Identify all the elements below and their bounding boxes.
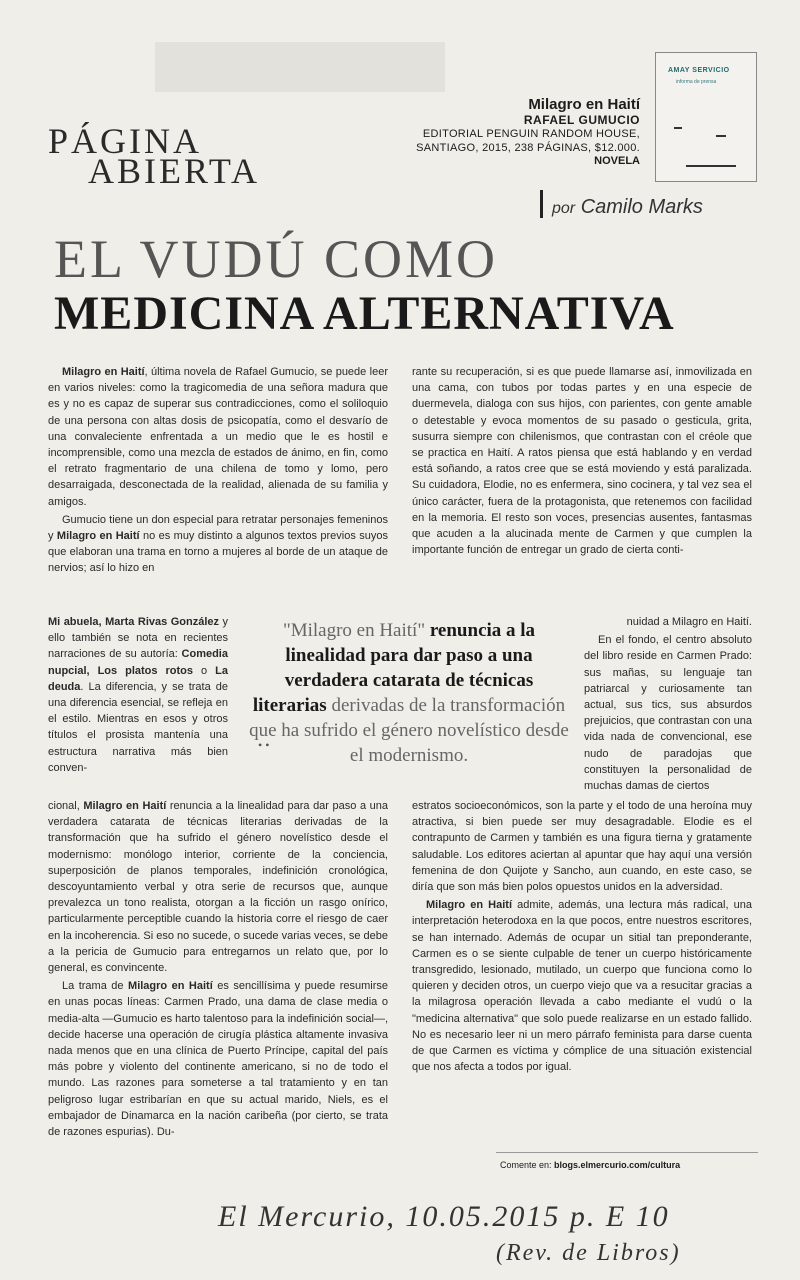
- handwritten-note: (Rev. de Libros): [496, 1240, 681, 1266]
- redacted-area: [155, 42, 445, 92]
- book-title-inline: Milagro en Haití: [426, 899, 513, 912]
- body-text: . La diferencia, y se trata de una diferencia esencial, se refleja en el estilo. Mientras en esos y otros títulos el prosista mantenía una estructura narrativa más bien conven-: [48, 680, 228, 774]
- footer-rule: [496, 1152, 758, 1153]
- body-text: es sencillísima y puede resumirse en unas pocas líneas: Carmen Prado, una dama de clase media o media-alta —Gumucio es harto talentoso para la indefinición social—, decide hacerse una operación de cirugía plástica altamente invasiva nada menos que en una clínica de Puerto Príncipe, capital del país más pobre y violento del continente americano, si no de todo el mundo. Las razones para someterse a tal tratamiento y en tan peligroso lugar estribarían en que su actual marido, Niels, es el embajador de Dinamarca en la nación caribeña (por cierto, se trata de razones espurias). Du-: [48, 980, 389, 1139]
- body-text: no es muy distinto a algunos textos previos suyos que elaboran una trama en torno a mujeres al borde de un ataque de nervios; así lo hizo en: [48, 530, 388, 575]
- headline-line1: EL VUDÚ COMO: [54, 229, 499, 289]
- section-title: [48, 121, 260, 191]
- body-text: y ello también se nota en recientes narraciones de su autoría:: [48, 616, 228, 661]
- article-column-1-bottom: [48, 798, 388, 1140]
- body-text: rante su recuperación, si es que puede llamarse así, inmovilizada en una cama, con tubos por todas partes y en una especie de duermevela, dialoga con sus hijos, con parientes, con gente amable o detestable y evoca momentos de su pasado o gesticula, grita, susurra siempre con chilenismos, que contrastan con el créole que se practica en Haití. A ratos piensa que está hablando y en verdad está soñando, a ratos cree que se está moviendo y está paralizada. Su cuidadora, Elodie, no es enfermera, sino cocinera, y tal vez sea el único carácter, fuera de la protagonista, que retenemos con facilidad en la memoria. El resto son voces, presencias ausentes, fantasmas que acuden a la alucinada mente de Carmen y que cumplen la importante función de entregar un grado de cierta conti-: [412, 366, 752, 557]
- body-text: La trama de: [62, 980, 129, 993]
- body-text: , última novela de Rafael Gumucio, se puede leer en varios niveles: como la tragicomedia de una señora madura que es y no es capaz de superar sus contradicciones, como el soliloquio de una persona con altas dosis de psicopatía, como el desvarío de una convaleciente enfrentada a un medio que le es hostil e incomprensible, como una mezcla de estados de ánimo, en fin, como el retrato fragmentario de una chilena de tomo y lomo, pero desarraigada, desconectada de la realidad, alienada de su familia y amigos.: [48, 366, 388, 508]
- comment-link[interactable]: blogs.elmercurio.com/cultura: [554, 1160, 681, 1170]
- comment-note: [500, 1160, 680, 1170]
- stamp-subtext: informa de prensa: [676, 79, 717, 85]
- handwritten-citation: El Mercurio, 10.05.2015 p. E 10: [218, 1200, 670, 1233]
- byline-author: Camilo Marks: [580, 196, 703, 218]
- article-column-2-top: [412, 364, 752, 558]
- byline-divider: [540, 190, 543, 218]
- body-text: Gumucio tiene un don especial para retratar personajes femeninos y: [48, 513, 388, 543]
- book-title-inline: La deuda: [48, 664, 228, 693]
- stamp-mark: [716, 135, 726, 137]
- body-text: cional,: [48, 800, 84, 812]
- comment-label: Comente en:: [500, 1160, 552, 1170]
- pull-quote-rest: derivadas de la transformación que ha sufrido el género novelístico desde el modernismo.: [249, 695, 569, 766]
- stamp-mark: [674, 127, 682, 129]
- byline-prefix: por: [552, 200, 576, 217]
- body-text: renuncia a la linealidad para dar paso a una verdadera catarata de técnicas literarias derivadas de la transformación que ha sufrido el género novelístico desde el modernismo: monólogo interior, corriente de la conciencia, superposición de planos temporales, indefinición cronológica, descoyuntamiento verbal y otra serie de recursos que, aunque prevalezca un tono realista, otorgan a la ficción un rasgo onírico, particularmente perceptible cuando la historia corre el riesgo de caer en la incoherencia. Si eso no sucede, o sucede varias veces, se debe a la pericia de Gumucio para entregarnos un relato que, por lo general, es convincente.: [48, 800, 388, 975]
- book-details: SANTIAGO, 2015, 238 PÁGINAS, $12.000.: [416, 142, 640, 154]
- archive-stamp: [655, 52, 757, 182]
- body-text: nuidad a Milagro en Haití.: [626, 616, 752, 628]
- book-genre: NOVELA: [594, 155, 640, 167]
- book-title: Milagro en Haití: [528, 96, 640, 113]
- article-column-1-narrow: [48, 614, 228, 776]
- byline: [552, 196, 703, 219]
- pull-quote-emphasis: renuncia a la linealidad para dar paso a una verdadera catarata de técnicas literarias: [252, 620, 536, 716]
- book-title-inline: Milagro en Haití: [56, 530, 140, 543]
- body-text: En el fondo, el centro absoluto del libro reside en Carmen Prado: sus mañas, su lenguaje tan patriarcal y curiosamente tan actual, sus tics, sus absurdos prejuicios, que contrastan con una vida nada de convencional, ese nudo de paradojas que constituyen la personalidad de muchas damas de ciertos: [584, 634, 752, 793]
- book-title-inline: Milagro en Haití: [83, 800, 167, 812]
- ornament-icon: • •: [258, 738, 270, 752]
- pull-quote: [246, 618, 572, 768]
- pull-quote-title: "Milagro en Haití": [282, 620, 426, 641]
- section-title-line1: PÁGINA: [48, 121, 203, 161]
- headline-line2: MEDICINA ALTERNATIVA: [54, 287, 675, 340]
- book-title-inline: Mi abuela, Marta Rivas González: [48, 616, 220, 628]
- article-column-1-top: [48, 364, 388, 577]
- stamp-text: AMAY SERVICIO: [668, 67, 730, 74]
- body-text: admite, además, una lectura más radical, una interpretación heterodoxa en la que pocos, entre nuestros escritores, se han internado. Además de ocupar un sitial tan preponderante, Carmen es o se siente culpable de tener un cuerpo históricamente transgredido, lesionado, mutilado, un cuerpo que funciona como lo quieren y deciden otros, un cuerpo viejo que va a resucitar gracias a la milagrosa operación llevada a cabo mediante el vudú o la "medicina alternativa" que solo puede realizarse en un estado fallido. No es necesario leer ni un mero párrafo feminista para darse cuenta de que Carmen es víctima y cómplice de una situación existencial que nos afecta a todos por igual.: [412, 899, 752, 1074]
- book-title-inline: Comedia nupcial, Los platos rotos: [48, 648, 228, 677]
- article-column-2-narrow: [584, 614, 752, 794]
- book-info: [280, 96, 640, 167]
- body-text: estratos socioeconómicos, son la parte y el todo de una heroína muy atractiva, si bien puede ser muy desagradable. Elodie es el contrapunto de Carmen y también es una figura tierna y gratamente saludable. Los editores aciertan al apuntar que hay aquí una versión femenina de don Quijote y Sancho, aun cuando, en este caso, se diría que son más bien polos opuestos unidos en la adversidad.: [412, 800, 752, 894]
- section-title-line2: ABIERTA: [88, 151, 260, 191]
- book-author: RAFAEL GUMUCIO: [523, 113, 640, 127]
- body-text: o: [193, 664, 216, 677]
- article-column-2-bottom: [412, 798, 752, 1075]
- stamp-mark: [686, 165, 736, 167]
- book-publisher: EDITORIAL PENGUIN RANDOM HOUSE,: [422, 128, 640, 140]
- book-title-inline: Milagro en Haití: [128, 980, 213, 993]
- book-title-inline: Milagro en Haití: [62, 366, 145, 378]
